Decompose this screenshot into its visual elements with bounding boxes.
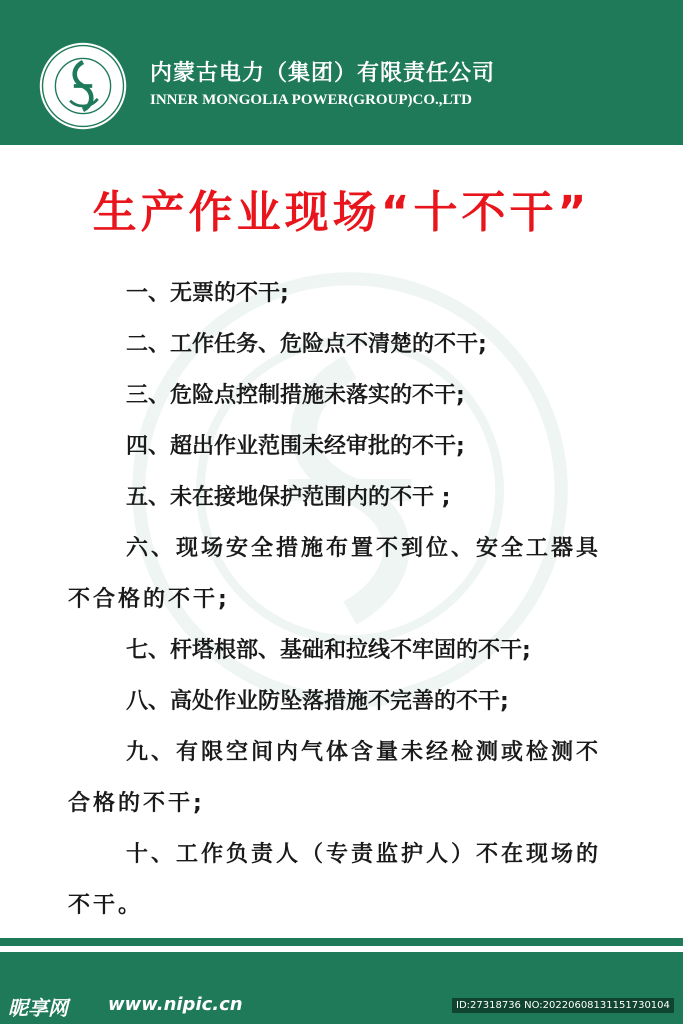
page-title: 生产作业现场“十不干” bbox=[92, 187, 591, 238]
company-name-cn: 内蒙古电力（集团）有限责任公司 bbox=[150, 61, 496, 86]
footer-band bbox=[0, 952, 683, 1024]
rule-item: 八、高处作业防坠落措施不完善的不干; bbox=[126, 689, 509, 714]
rule-item: 六、现场安全措施布置不到位、安全工器具不合格的不干; bbox=[68, 536, 602, 612]
rule-item: 三、危险点控制措施未落实的不干; bbox=[126, 383, 465, 408]
rule-item: 十、工作负责人（专责监护人）不在现场的不干。 bbox=[68, 842, 602, 918]
rule-item: 九、有限空间内气体含量未经检测或检测不合格的不干; bbox=[68, 740, 602, 816]
rule-item: 七、杆塔根部、基础和拉线不牢固的不干; bbox=[126, 638, 531, 663]
rules-list bbox=[68, 268, 616, 931]
rule-item: 一、无票的不干; bbox=[126, 281, 289, 306]
rule-item: 五、未在接地保护范围内的不干 ; bbox=[126, 485, 451, 510]
image-id-label: ID:27318736 NO:20220608131151730104 bbox=[452, 998, 674, 1013]
company-name-en: INNER MONGOLIA POWER(GROUP)CO.,LTD bbox=[150, 92, 472, 108]
nipic-watermark-logo: 昵享网 bbox=[8, 996, 68, 1020]
rule-item: 四、超出作业范围未经审批的不干; bbox=[126, 434, 465, 459]
rule-item: 二、工作任务、危险点不清楚的不干; bbox=[126, 332, 487, 357]
company-logo-icon bbox=[37, 40, 129, 132]
nipic-watermark-url: www.nipic.cn bbox=[108, 994, 243, 1015]
footer-stripe bbox=[0, 938, 683, 946]
